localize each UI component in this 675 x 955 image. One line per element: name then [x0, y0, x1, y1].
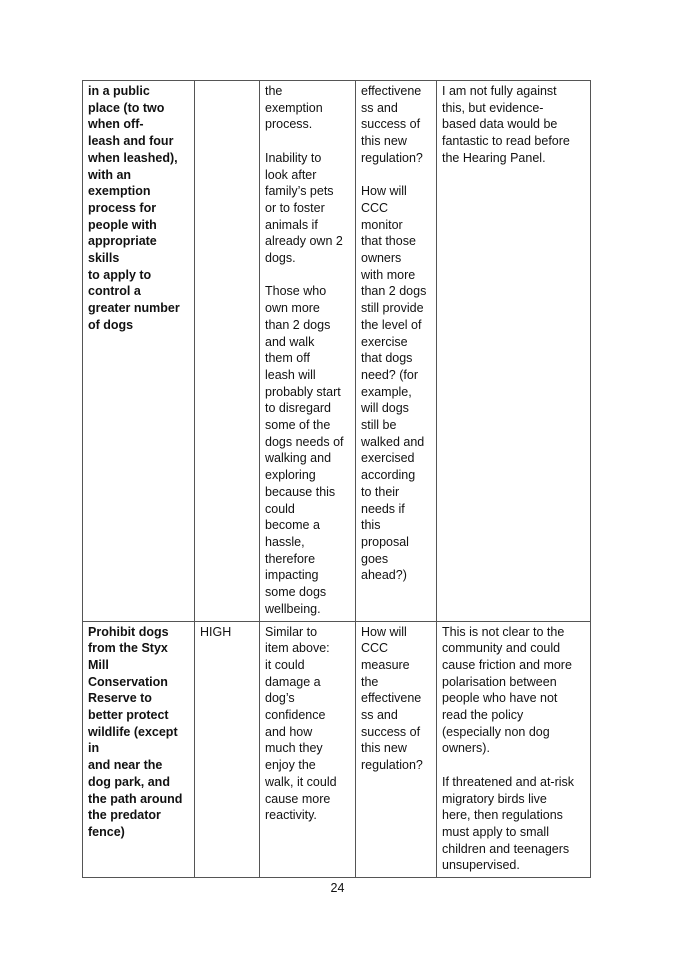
cell-text-line: that dogs [361, 351, 413, 366]
cell-text-line: example, [361, 384, 412, 399]
cell-text-line: I am not fully against [442, 84, 557, 98]
cell-text-line: based data would be [442, 117, 558, 132]
cell-text-line: wellbeing. [265, 601, 321, 616]
cell-text-line: This is not clear to the [442, 624, 565, 639]
cell-text-line: people who have not [442, 691, 558, 706]
cell-text-line: animals if [265, 217, 318, 232]
cell-text-line: needs if [361, 501, 405, 516]
cell-text-line: Reserve to [88, 691, 152, 706]
cell-text-line: community and could [442, 641, 561, 656]
cell-text-line: this new [361, 741, 407, 756]
cell-text-line: from the Styx [88, 641, 168, 656]
cell-text-line: family’s pets [265, 184, 334, 199]
comments-cell [437, 81, 591, 622]
cell-text-line: measure [361, 657, 410, 672]
cell-text-line: success of [361, 724, 421, 739]
cell-text-line: and near the [88, 758, 163, 773]
cell-text-line: ahead?) [361, 568, 407, 583]
cell-text-line: ss and [361, 100, 398, 115]
cell-text-line: according [361, 468, 416, 483]
cell-text-line: could [265, 501, 295, 516]
cell-text-line: dog’s [265, 691, 295, 706]
cell-text-line: the level of [361, 317, 422, 332]
cell-text-line: enjoy the [265, 758, 316, 773]
cell-text-line: when leashed), [88, 150, 178, 165]
cell-text-line: the [361, 674, 379, 689]
cell-text-line: the Hearing Panel. [442, 150, 546, 165]
cell-text-line: exemption [88, 184, 151, 199]
impact-cell [260, 81, 356, 622]
cell-text-line: to their [361, 484, 400, 499]
cell-text-line: exploring [265, 468, 316, 483]
cell-text-line: people with [88, 217, 157, 232]
questions-cell [356, 81, 437, 622]
cell-text-line: fence) [88, 824, 125, 839]
cell-text-line: much they [265, 741, 323, 756]
cell-text-line: wildlife (except [88, 724, 178, 739]
cell-text-line: it could [265, 657, 305, 672]
cell-text-line: to apply to [88, 267, 152, 282]
cell-text-line: regulation? [361, 150, 423, 165]
cell-text-line: Inability to [265, 150, 322, 165]
cell-text-line: migratory birds live [442, 791, 547, 806]
cell-text-line: damage a [265, 674, 321, 689]
questions-cell [356, 621, 437, 878]
cell-text-line: hassle, [265, 534, 305, 549]
cell-text-line: Similar to [265, 624, 318, 639]
cell-text-line: Conservation [88, 674, 168, 689]
cell-text-line: cause friction and more [442, 657, 572, 672]
cell-text-line: the [265, 84, 283, 98]
cell-text-line: greater number [88, 301, 180, 316]
cell-text-line: because this [265, 484, 336, 499]
cell-text-line: appropriate [88, 234, 157, 249]
priority-cell [195, 621, 260, 878]
cell-text-line: look after [265, 167, 317, 182]
cell-text-line: polarisation between [442, 674, 557, 689]
cell-text-line: place (to two [88, 100, 165, 115]
cell-text-line: CCC [361, 641, 389, 656]
cell-text-line: this new [361, 134, 407, 149]
cell-text-line: (especially non dog [442, 724, 550, 739]
cell-text-line: already own 2 [265, 234, 343, 249]
cell-text-line: become a [265, 518, 320, 533]
cell-text-line: dog park, and [88, 774, 170, 789]
cell-text-line: than 2 dogs [265, 317, 331, 332]
cell-text-line: walking and [265, 451, 332, 466]
cell-text-line: will dogs [361, 401, 409, 416]
cell-text-line: that those [361, 234, 416, 249]
cell-text-line: monitor [361, 217, 403, 232]
cell-text-line: How will [361, 184, 407, 199]
cell-text-line: Mill [88, 657, 109, 672]
cell-text-line: and how [265, 724, 313, 739]
page-number: 24 [330, 881, 345, 895]
cell-text-line: this, but evidence- [442, 100, 544, 115]
cell-text-line: with an [88, 167, 132, 182]
cell-text-line: fantastic to read before [442, 134, 570, 149]
cell-text-line: here, then regulations [442, 808, 563, 823]
cell-text-line: leash and four [88, 134, 174, 149]
cell-text-line: If threatened and at-risk [442, 774, 575, 789]
proposal-cell [83, 621, 195, 878]
priority-cell [195, 81, 260, 622]
impact-cell [260, 621, 356, 878]
cell-text-line: effectivene [361, 691, 422, 706]
cell-text-line: own more [265, 301, 320, 316]
cell-text-line: still provide [361, 301, 424, 316]
feedback-table [82, 80, 591, 878]
cell-text-line: Those who [265, 284, 327, 299]
cell-text-line: in [88, 741, 100, 756]
cell-text-line: exercised [361, 451, 415, 466]
cell-text-line: effectivene [361, 84, 422, 98]
cell-text-line: children and teenagers [442, 841, 570, 856]
cell-text-line: owners). [442, 741, 490, 756]
cell-text-line: or to foster [265, 200, 325, 215]
cell-text-line: exercise [361, 334, 408, 349]
cell-text-line [442, 757, 585, 774]
cell-text-line: and walk [265, 334, 315, 349]
cell-text-line: success of [361, 117, 421, 132]
cell-text-line: CCC [361, 200, 389, 215]
cell-text-line: confidence [265, 708, 326, 723]
cell-text-line: the path around [88, 791, 183, 806]
cell-text-line: exemption [265, 100, 323, 115]
cell-text-line: still be [361, 418, 397, 433]
proposal-cell [83, 81, 195, 622]
cell-text-line: probably start [265, 384, 341, 399]
cell-text-line: this [361, 518, 381, 533]
cell-text-line: reactivity. [265, 808, 317, 823]
cell-text-line: leash will [265, 367, 316, 382]
cell-text-line: need? (for [361, 367, 418, 382]
cell-text-line: regulation? [361, 758, 423, 773]
cell-text-line: dogs. [265, 251, 296, 266]
cell-text-line: owners [361, 251, 402, 266]
cell-text-line: to disregard [265, 401, 332, 416]
cell-text-line: in a public [88, 84, 150, 98]
table-row [83, 621, 591, 878]
cell-text-line: impacting [265, 568, 319, 583]
cell-text-line: therefore [265, 551, 316, 566]
cell-text-line: the predator [88, 808, 161, 823]
cell-text-line: better protect [88, 708, 169, 723]
cell-text-line: cause more [265, 791, 331, 806]
cell-text-line: control a [88, 284, 141, 299]
cell-text-line: ss and [361, 708, 398, 723]
table-row [83, 81, 591, 622]
cell-text-line: with more [361, 267, 416, 282]
cell-text-line: must apply to small [442, 824, 549, 839]
cell-text-line: some of the [265, 418, 331, 433]
cell-text-line: process. [265, 117, 313, 132]
cell-text-line: of dogs [88, 317, 134, 332]
cell-text-line: HIGH [200, 624, 232, 639]
cell-text-line: skills [88, 251, 120, 266]
cell-text-line: proposal [361, 534, 409, 549]
cell-text-line: walk, it could [265, 774, 337, 789]
cell-text-line: read the policy [442, 708, 524, 723]
comments-cell [437, 621, 591, 878]
cell-text-line: item above: [265, 641, 330, 656]
cell-text-line [361, 167, 431, 184]
cell-text-line: unsupervised. [442, 858, 520, 873]
cell-text-line: than 2 dogs [361, 284, 427, 299]
cell-text-line: some dogs [265, 585, 327, 600]
cell-text-line [265, 267, 350, 284]
cell-text-line: when off- [88, 117, 144, 132]
cell-text-line: How will [361, 624, 407, 639]
cell-text-line: walked and [361, 434, 425, 449]
cell-text-line: them off [265, 351, 310, 366]
cell-text-line: Prohibit dogs [88, 624, 169, 639]
cell-text-line: goes [361, 551, 389, 566]
cell-text-line: dogs needs of [265, 434, 344, 449]
cell-text-line: process for [88, 200, 157, 215]
cell-text-line [265, 133, 350, 150]
